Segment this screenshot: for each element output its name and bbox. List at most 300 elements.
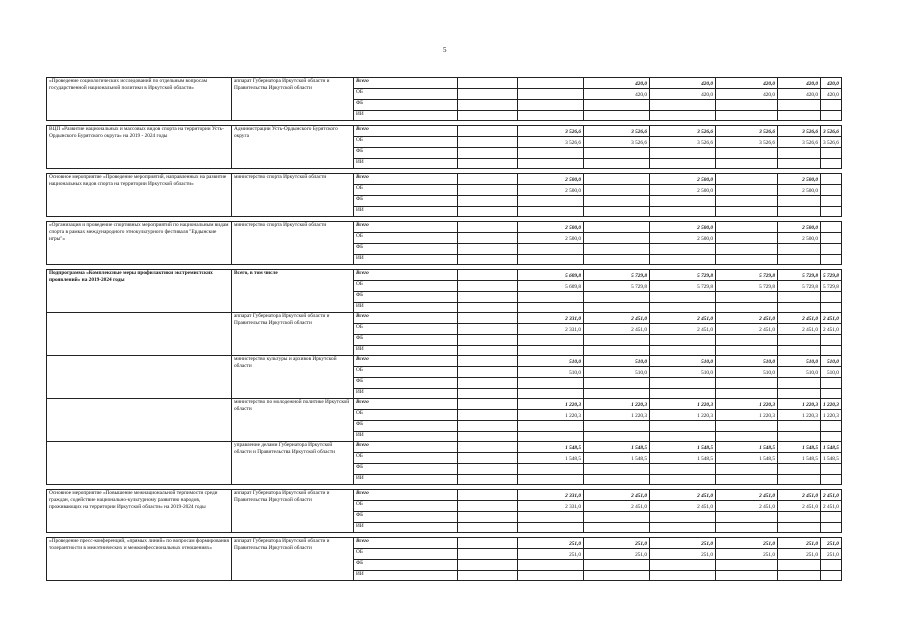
funding-source: ФБ: [354, 100, 458, 111]
amount-cell: [518, 512, 584, 523]
amount-cell: [584, 335, 650, 346]
amount-cell: 2 500,0: [650, 233, 716, 244]
amount-cell: 510,0: [821, 367, 842, 378]
amount-cell: [584, 523, 650, 533]
amount-cell: 251,0: [518, 538, 584, 549]
amount-cell: [716, 335, 778, 346]
amount-cell: [518, 100, 584, 111]
amount-cell: [458, 244, 518, 255]
amount-cell: [458, 335, 518, 346]
amount-cell: 2 451,0: [584, 490, 650, 501]
amount-cell: [458, 255, 518, 265]
amount-cell: [821, 207, 842, 217]
amount-cell: 1 220,3: [650, 410, 716, 421]
amount-cell: [650, 159, 716, 169]
amount-cell: [716, 389, 778, 399]
amount-cell: [821, 512, 842, 523]
amount-cell: [458, 313, 518, 324]
amount-cell: 1 548,5: [584, 453, 650, 464]
amount-cell: 2 500,0: [778, 174, 821, 185]
amount-cell: [458, 453, 518, 464]
amount-cell: [716, 222, 778, 233]
funding-source: ОБ: [354, 137, 458, 148]
amount-cell: [518, 78, 584, 89]
amount-cell: [716, 100, 778, 111]
amount-cell: [458, 111, 518, 121]
funding-source: Всего: [354, 538, 458, 549]
amount-cell: [458, 222, 518, 233]
amount-cell: [518, 464, 584, 475]
amount-cell: 3 526,6: [778, 126, 821, 137]
table-row: [47, 399, 842, 410]
amount-cell: 5 729,8: [716, 281, 778, 292]
amount-cell: 2 451,0: [650, 324, 716, 335]
funding-source: ФБ: [354, 148, 458, 159]
amount-cell: 2 451,0: [584, 324, 650, 335]
funding-source: ИИ: [354, 303, 458, 313]
funding-source: ОБ: [354, 501, 458, 512]
amount-cell: [778, 432, 821, 442]
amount-cell: [458, 126, 518, 137]
activity-name: «Проведение пресс-конференций, «прямых линий» по вопросам формирования толерантности в межэтнических и межконфессиональных отношениях»: [47, 538, 232, 581]
amount-cell: 3 526,6: [821, 126, 842, 137]
table-row: [47, 313, 842, 324]
amount-cell: 1 220,3: [518, 410, 584, 421]
amount-cell: [458, 78, 518, 89]
amount-cell: 1 220,3: [716, 399, 778, 410]
amount-cell: [778, 512, 821, 523]
amount-cell: [716, 378, 778, 389]
amount-cell: 1 220,3: [821, 399, 842, 410]
amount-cell: [518, 244, 584, 255]
amount-cell: 3 526,6: [584, 137, 650, 148]
funding-source: ФБ: [354, 292, 458, 303]
funding-source: Всего: [354, 313, 458, 324]
funding-source: ИИ: [354, 571, 458, 581]
activity-name: Основное мероприятие «Повышение межнациональной терпимости среди граждан, содействие национально-культурному развитию народов, проживающих на территории Иркутской области» на 2019-2024 годы: [47, 490, 232, 533]
executor: министерство культуры и архивов Иркутской области: [232, 356, 354, 399]
amount-cell: 2 451,0: [778, 490, 821, 501]
amount-cell: 2 451,0: [778, 501, 821, 512]
amount-cell: [518, 378, 584, 389]
amount-cell: 1 548,5: [778, 442, 821, 453]
amount-cell: [716, 475, 778, 485]
amount-cell: [821, 378, 842, 389]
funding-source: Всего: [354, 399, 458, 410]
amount-cell: [584, 571, 650, 581]
amount-cell: [716, 292, 778, 303]
amount-cell: [650, 475, 716, 485]
amount-cell: [518, 89, 584, 100]
amount-cell: [778, 159, 821, 169]
amount-cell: [518, 335, 584, 346]
funding-source: ИИ: [354, 255, 458, 265]
amount-cell: [778, 148, 821, 159]
amount-cell: [716, 111, 778, 121]
amount-cell: 1 548,5: [584, 442, 650, 453]
amount-cell: [458, 367, 518, 378]
amount-cell: 1 548,5: [716, 442, 778, 453]
amount-cell: 1 548,5: [518, 442, 584, 453]
funding-source: ИИ: [354, 432, 458, 442]
amount-cell: [821, 111, 842, 121]
table-row: [47, 78, 842, 89]
funding-source: ОБ: [354, 185, 458, 196]
amount-cell: 2 331,0: [518, 324, 584, 335]
amount-cell: 1 548,5: [716, 453, 778, 464]
amount-cell: [716, 255, 778, 265]
table-row: [47, 538, 842, 549]
amount-cell: 510,0: [650, 356, 716, 367]
amount-cell: [716, 159, 778, 169]
activity-name: ВЦП «Развитие национальных и массовых видов спорта на территории Усть-Ордынского Бурятского округа» на 2019 - 2024 годы: [47, 126, 232, 169]
amount-cell: [716, 464, 778, 475]
amount-cell: [778, 378, 821, 389]
amount-cell: [518, 303, 584, 313]
amount-cell: 1 220,3: [821, 410, 842, 421]
funding-source: ИИ: [354, 389, 458, 399]
amount-cell: [458, 207, 518, 217]
amount-cell: [458, 410, 518, 421]
executor: Всего, в том числе: [232, 270, 354, 313]
amount-cell: 420,0: [778, 78, 821, 89]
funding-source: ОБ: [354, 410, 458, 421]
amount-cell: 251,0: [716, 538, 778, 549]
amount-cell: [778, 475, 821, 485]
funding-source: ОБ: [354, 549, 458, 560]
amount-cell: [518, 196, 584, 207]
amount-cell: [650, 346, 716, 356]
amount-cell: 5 729,8: [821, 270, 842, 281]
amount-cell: 1 220,3: [584, 399, 650, 410]
amount-cell: [650, 255, 716, 265]
amount-cell: 1 220,3: [716, 410, 778, 421]
amount-cell: [458, 421, 518, 432]
amount-cell: [778, 207, 821, 217]
amount-cell: [458, 549, 518, 560]
amount-cell: [584, 512, 650, 523]
amount-cell: [518, 560, 584, 571]
amount-cell: [650, 111, 716, 121]
table-row: [47, 270, 842, 281]
amount-cell: 3 526,6: [650, 137, 716, 148]
amount-cell: 3 526,6: [650, 126, 716, 137]
amount-cell: 420,0: [716, 78, 778, 89]
amount-cell: [458, 571, 518, 581]
amount-cell: [518, 159, 584, 169]
amount-cell: [650, 432, 716, 442]
activity-name: [47, 313, 232, 356]
amount-cell: [458, 432, 518, 442]
amount-cell: 3 526,6: [716, 126, 778, 137]
amount-cell: 2 451,0: [821, 501, 842, 512]
funding-source: ИИ: [354, 346, 458, 356]
amount-cell: [584, 185, 650, 196]
amount-cell: [458, 399, 518, 410]
amount-cell: 2 500,0: [650, 185, 716, 196]
amount-cell: 2 500,0: [650, 174, 716, 185]
executor: министерство по молодежной политике Иркутской области: [232, 399, 354, 442]
amount-cell: 1 220,3: [778, 399, 821, 410]
funding-source: Всего: [354, 174, 458, 185]
amount-cell: 2 500,0: [778, 233, 821, 244]
amount-cell: [650, 303, 716, 313]
amount-cell: 420,0: [650, 89, 716, 100]
amount-cell: 420,0: [821, 78, 842, 89]
executor: управление делами Губернатора Иркутской области и Правительства Иркутской области: [232, 442, 354, 485]
amount-cell: [716, 174, 778, 185]
amount-cell: 2 451,0: [584, 313, 650, 324]
activity-name: Подпрограмма «Комплексные меры профилактики экстремистских проявлений» на 2019-2024 годы: [47, 270, 232, 313]
amount-cell: [821, 432, 842, 442]
amount-cell: 2 500,0: [518, 233, 584, 244]
amount-cell: 2 451,0: [821, 313, 842, 324]
executor: аппарат Губернатора Иркутской области и Правительства Иркутской области: [232, 313, 354, 356]
amount-cell: [458, 442, 518, 453]
amount-cell: 5 609,8: [518, 281, 584, 292]
amount-cell: [458, 538, 518, 549]
amount-cell: [716, 346, 778, 356]
amount-cell: [458, 464, 518, 475]
funding-source: ОБ: [354, 233, 458, 244]
funding-source: ФБ: [354, 335, 458, 346]
amount-cell: [650, 335, 716, 346]
amount-cell: [716, 512, 778, 523]
amount-cell: [458, 346, 518, 356]
amount-cell: [650, 571, 716, 581]
amount-cell: [584, 174, 650, 185]
amount-cell: 510,0: [716, 367, 778, 378]
amount-cell: [778, 244, 821, 255]
amount-cell: [821, 346, 842, 356]
table-row: [47, 126, 842, 137]
executor: Администрации Усть-Ордынского Бурятского округа: [232, 126, 354, 169]
amount-cell: 510,0: [778, 356, 821, 367]
amount-cell: 5 729,8: [584, 270, 650, 281]
amount-cell: [821, 174, 842, 185]
amount-cell: 251,0: [778, 538, 821, 549]
amount-cell: [821, 244, 842, 255]
amount-cell: 2 451,0: [650, 313, 716, 324]
amount-cell: 1 220,3: [650, 399, 716, 410]
amount-cell: 251,0: [821, 538, 842, 549]
amount-cell: [821, 159, 842, 169]
amount-cell: [458, 560, 518, 571]
amount-cell: [458, 356, 518, 367]
amount-cell: [518, 421, 584, 432]
amount-cell: 510,0: [821, 356, 842, 367]
amount-cell: [584, 346, 650, 356]
amount-cell: 2 500,0: [778, 222, 821, 233]
amount-cell: [821, 475, 842, 485]
amount-cell: [778, 523, 821, 533]
amount-cell: [821, 255, 842, 265]
funding-source: Всего: [354, 356, 458, 367]
amount-cell: [584, 148, 650, 159]
amount-cell: 1 548,5: [778, 453, 821, 464]
amount-cell: [650, 244, 716, 255]
amount-cell: [778, 292, 821, 303]
amount-cell: 510,0: [778, 367, 821, 378]
amount-cell: [518, 571, 584, 581]
amount-cell: [458, 512, 518, 523]
amount-cell: 2 331,0: [518, 501, 584, 512]
executor: министерство спорта Иркутской области: [232, 174, 354, 217]
executor: аппарат Губернатора Иркутской области и Правительства Иркутской области: [232, 490, 354, 533]
amount-cell: 5 729,8: [716, 270, 778, 281]
amount-cell: [716, 523, 778, 533]
amount-cell: [458, 185, 518, 196]
amount-cell: [716, 148, 778, 159]
amount-cell: 2 451,0: [716, 324, 778, 335]
amount-cell: 510,0: [518, 367, 584, 378]
funding-source: ФБ: [354, 244, 458, 255]
funding-source: Всего: [354, 222, 458, 233]
table-row: [47, 356, 842, 367]
amount-cell: [821, 571, 842, 581]
amount-cell: [584, 464, 650, 475]
amount-cell: [518, 207, 584, 217]
amount-cell: 1 548,5: [650, 453, 716, 464]
amount-cell: 3 526,6: [518, 137, 584, 148]
amount-cell: [821, 560, 842, 571]
amount-cell: 2 451,0: [650, 501, 716, 512]
amount-cell: 5 729,8: [650, 270, 716, 281]
amount-cell: [650, 464, 716, 475]
executor: аппарат Губернатора Иркутской области и Правительства Иркутской области: [232, 538, 354, 581]
amount-cell: [584, 244, 650, 255]
amount-cell: [650, 523, 716, 533]
amount-cell: [716, 571, 778, 581]
amount-cell: 2 500,0: [518, 185, 584, 196]
amount-cell: 2 451,0: [650, 490, 716, 501]
amount-cell: [778, 196, 821, 207]
amount-cell: [821, 233, 842, 244]
amount-cell: [650, 100, 716, 111]
funding-source: ИИ: [354, 159, 458, 169]
amount-cell: [716, 244, 778, 255]
amount-cell: [584, 475, 650, 485]
amount-cell: 251,0: [821, 549, 842, 560]
amount-cell: [458, 490, 518, 501]
activity-name: [47, 399, 232, 442]
amount-cell: [458, 389, 518, 399]
amount-cell: [778, 389, 821, 399]
table-row: [47, 222, 842, 233]
amount-cell: 251,0: [650, 538, 716, 549]
amount-cell: [778, 303, 821, 313]
amount-cell: [458, 378, 518, 389]
activity-name: Основное мероприятие «Проведение мероприятий, направленных на развитие национальных видов спорта на территории Иркутской области»: [47, 174, 232, 217]
amount-cell: 5 729,8: [778, 270, 821, 281]
executor: министерство спорта Иркутской области: [232, 222, 354, 265]
amount-cell: [584, 292, 650, 303]
amount-cell: [584, 222, 650, 233]
amount-cell: [650, 292, 716, 303]
amount-cell: [458, 174, 518, 185]
amount-cell: 420,0: [778, 89, 821, 100]
amount-cell: [458, 100, 518, 111]
amount-cell: [584, 303, 650, 313]
amount-cell: [584, 111, 650, 121]
amount-cell: 2 451,0: [716, 490, 778, 501]
amount-cell: [458, 501, 518, 512]
amount-cell: 420,0: [821, 89, 842, 100]
amount-cell: [821, 389, 842, 399]
amount-cell: [458, 89, 518, 100]
amount-cell: [821, 421, 842, 432]
amount-cell: [458, 159, 518, 169]
amount-cell: [458, 281, 518, 292]
amount-cell: 2 451,0: [821, 324, 842, 335]
amount-cell: 1 548,5: [821, 442, 842, 453]
amount-cell: 2 451,0: [778, 313, 821, 324]
amount-cell: 2 500,0: [518, 174, 584, 185]
funding-source: ОБ: [354, 453, 458, 464]
funding-source: ИИ: [354, 207, 458, 217]
amount-cell: 420,0: [716, 89, 778, 100]
amount-cell: [584, 207, 650, 217]
amount-cell: [778, 346, 821, 356]
amount-cell: 2 331,0: [518, 313, 584, 324]
amount-cell: [778, 100, 821, 111]
amount-cell: [584, 560, 650, 571]
amount-cell: [584, 432, 650, 442]
amount-cell: [458, 303, 518, 313]
amount-cell: [778, 421, 821, 432]
funding-source: ФБ: [354, 196, 458, 207]
amount-cell: [458, 148, 518, 159]
funding-source: ОБ: [354, 281, 458, 292]
amount-cell: [716, 303, 778, 313]
funding-source: ИИ: [354, 475, 458, 485]
amount-cell: [584, 255, 650, 265]
amount-cell: 5 729,8: [584, 281, 650, 292]
amount-cell: 2 451,0: [716, 313, 778, 324]
amount-cell: 5 729,8: [650, 281, 716, 292]
amount-cell: 5 729,8: [821, 281, 842, 292]
amount-cell: 2 331,0: [518, 490, 584, 501]
amount-cell: 1 220,3: [518, 399, 584, 410]
amount-cell: [821, 222, 842, 233]
amount-cell: [518, 346, 584, 356]
amount-cell: [458, 270, 518, 281]
amount-cell: [518, 475, 584, 485]
amount-cell: [458, 475, 518, 485]
amount-cell: 2 500,0: [650, 222, 716, 233]
amount-cell: [650, 512, 716, 523]
amount-cell: [778, 111, 821, 121]
table-row: [47, 490, 842, 501]
amount-cell: [584, 421, 650, 432]
amount-cell: [821, 335, 842, 346]
funding-source: ОБ: [354, 367, 458, 378]
amount-cell: [584, 159, 650, 169]
amount-cell: [650, 196, 716, 207]
funding-source: ФБ: [354, 464, 458, 475]
amount-cell: [458, 523, 518, 533]
amount-cell: [458, 292, 518, 303]
amount-cell: 510,0: [518, 356, 584, 367]
amount-cell: 3 526,6: [518, 126, 584, 137]
amount-cell: 251,0: [650, 549, 716, 560]
amount-cell: [458, 137, 518, 148]
amount-cell: [821, 100, 842, 111]
amount-cell: 510,0: [716, 356, 778, 367]
funding-source: ФБ: [354, 421, 458, 432]
table-row: [47, 442, 842, 453]
amount-cell: [778, 560, 821, 571]
